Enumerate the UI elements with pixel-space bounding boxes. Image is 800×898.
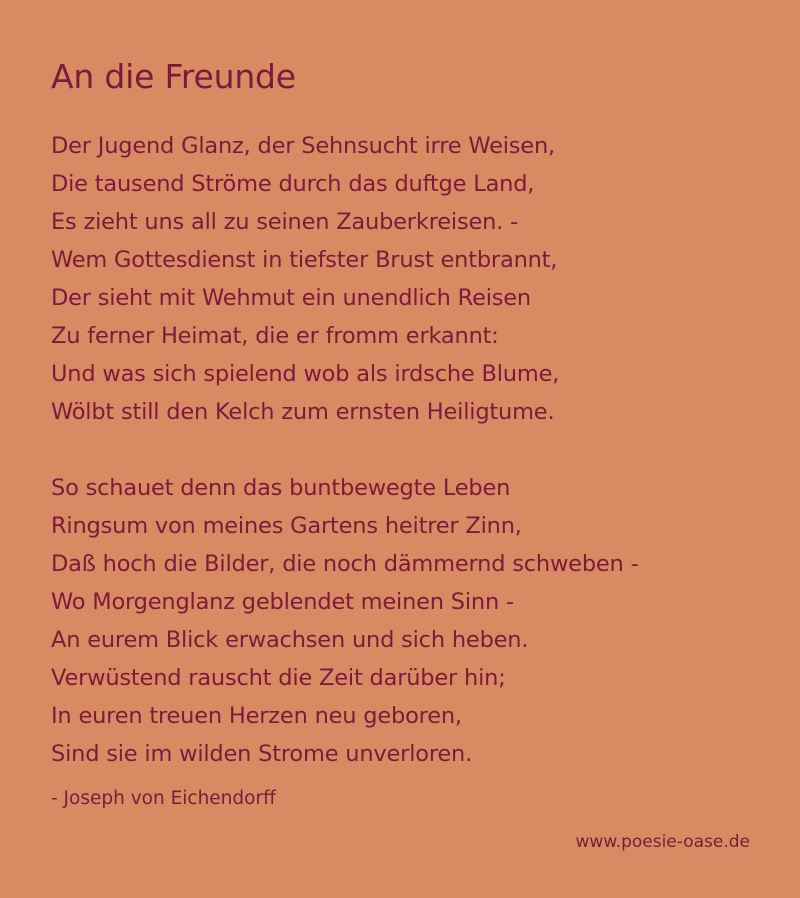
poem-line: Und was sich spielend wob als irdsche Blume, xyxy=(51,361,560,387)
poem-line: Wölbt still den Kelch zum ernsten Heiligtume. xyxy=(51,399,555,425)
poem-line: Wem Gottesdienst in tiefster Brust entbrannt, xyxy=(51,247,558,273)
poem-line: An eurem Blick erwachsen und sich heben. xyxy=(51,627,529,653)
poem-title: An die Freunde xyxy=(51,57,296,96)
poem-line: Verwüstend rauscht die Zeit darüber hin; xyxy=(51,665,506,691)
stanza-1 xyxy=(51,127,559,431)
poem-line: Die tausend Ströme durch das duftge Land, xyxy=(51,171,535,197)
poem-line: Zu ferner Heimat, die er fromm erkannt: xyxy=(51,323,499,349)
poem-line: So schauet denn das buntbewegte Leben xyxy=(51,475,511,501)
poem-line: Der sieht mit Wehmut ein unendlich Reisen xyxy=(51,285,531,311)
website-credit: www.poesie-oase.de xyxy=(575,832,750,852)
poem-line: Es zieht uns all zu seinen Zauberkreisen. - xyxy=(51,209,518,235)
poem-line: Sind sie im wilden Strome unverloren. xyxy=(51,741,473,767)
poem-line: In euren treuen Herzen neu geboren, xyxy=(51,703,462,729)
stanza-2 xyxy=(51,469,638,773)
poem-line: Ringsum von meines Gartens heitrer Zinn, xyxy=(51,513,522,539)
poem-line: Wo Morgenglanz geblendet meinen Sinn - xyxy=(51,589,514,615)
poem-line: Daß hoch die Bilder, die noch dämmernd schweben - xyxy=(51,551,639,577)
poem-line: Der Jugend Glanz, der Sehnsucht irre Weisen, xyxy=(51,133,555,159)
poem-author: - Joseph von Eichendorff xyxy=(51,788,276,809)
